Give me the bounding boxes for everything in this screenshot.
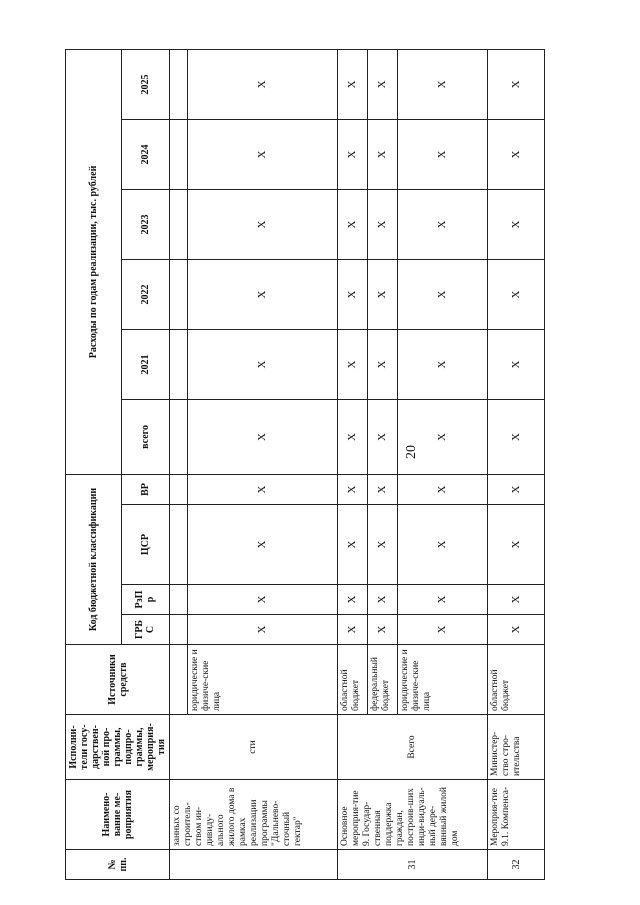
cell-mark: Х bbox=[338, 49, 368, 119]
header-csr: ЦСР bbox=[121, 505, 169, 585]
cell-empty bbox=[170, 259, 188, 329]
cell-executor-31: Всего bbox=[338, 715, 488, 780]
cell-mark: Х bbox=[368, 474, 398, 504]
cell-mark: Х bbox=[488, 585, 545, 615]
cell-mark: Х bbox=[368, 585, 398, 615]
header-2025: 2025 bbox=[121, 49, 169, 119]
cell-mark: Х bbox=[398, 585, 488, 615]
cell-source-31b: федеральный бюджет bbox=[368, 645, 398, 715]
cell-mark: Х bbox=[398, 505, 488, 585]
header-num: № пп. bbox=[66, 850, 170, 880]
header-grbs: ГРБ С bbox=[121, 615, 169, 645]
cell-mark: Х bbox=[338, 399, 368, 474]
header-name: Наимено-вание ме-роприятия bbox=[66, 780, 170, 850]
cell-mark: Х bbox=[338, 119, 368, 189]
header-2021: 2021 bbox=[121, 329, 169, 399]
cell-mark: Х bbox=[338, 329, 368, 399]
cell-empty bbox=[170, 474, 188, 504]
cell-name-continued: занных со строитель-ством ин-дивиду-ального жилого дома в рамках реализации программы "Дальнево-сточный гектар" bbox=[170, 780, 338, 850]
cell-mark: Х bbox=[188, 119, 338, 189]
cell-empty bbox=[170, 615, 188, 645]
header-rzpr: РзП р bbox=[121, 585, 169, 615]
cell-source-31a: областной бюджет bbox=[338, 645, 368, 715]
cell-mark: Х bbox=[368, 259, 398, 329]
header-total: всего bbox=[121, 399, 169, 474]
cell-mark: Х bbox=[398, 259, 488, 329]
cell-mark: Х bbox=[188, 49, 338, 119]
cell-mark: Х bbox=[398, 49, 488, 119]
program-expenses-table bbox=[65, 49, 545, 880]
cell-empty bbox=[170, 399, 188, 474]
cell-name-31: Основное мероприя-тие 9. Государ-ственная поддержка граждан, построив-ших инди-видуаль-ный дере-вянный жилой дом bbox=[338, 780, 488, 850]
header-expenses: Расходы по годам реализации, тыс. рублей bbox=[66, 49, 122, 474]
cell-empty bbox=[170, 189, 188, 259]
cell-mark: Х bbox=[338, 259, 368, 329]
cell-mark: Х bbox=[188, 399, 338, 474]
page-number: 20 bbox=[404, 445, 419, 459]
cell-mark: Х bbox=[368, 505, 398, 585]
cell-mark: Х bbox=[188, 505, 338, 585]
header-2023: 2023 bbox=[121, 189, 169, 259]
cell-empty bbox=[170, 49, 188, 119]
cell-mark: Х bbox=[188, 474, 338, 504]
cell-mark: Х bbox=[488, 259, 545, 329]
cell-mark: Х bbox=[368, 399, 398, 474]
cell-mark: Х bbox=[338, 189, 368, 259]
cell-mark: Х bbox=[398, 474, 488, 504]
header-2022: 2022 bbox=[121, 259, 169, 329]
cell-mark: Х bbox=[338, 585, 368, 615]
cell-source-31c: юридические и физиче-ские лица bbox=[398, 645, 488, 715]
cell-empty bbox=[170, 119, 188, 189]
cell-mark: Х bbox=[488, 615, 545, 645]
cell-mark: Х bbox=[398, 329, 488, 399]
cell-mark: Х bbox=[488, 49, 545, 119]
header-executor: Исполни-тели госу-дарствен-ной про-граммы, подпро-граммы, мероприя-тия bbox=[66, 715, 170, 780]
header-2024: 2024 bbox=[121, 119, 169, 189]
cell-mark: Х bbox=[188, 615, 338, 645]
cell-mark: Х bbox=[488, 329, 545, 399]
cell-executor-continued: сти bbox=[170, 715, 338, 780]
cell-mark: Х bbox=[188, 329, 338, 399]
cell-mark: Х bbox=[338, 615, 368, 645]
cell-mark: Х bbox=[188, 259, 338, 329]
cell-mark: Х bbox=[488, 189, 545, 259]
cell-empty bbox=[170, 329, 188, 399]
cell-mark: Х bbox=[188, 585, 338, 615]
cell-mark: Х bbox=[338, 474, 368, 504]
header-source: Источники средств bbox=[66, 645, 170, 715]
cell-mark: Х bbox=[368, 615, 398, 645]
cell-empty bbox=[170, 585, 188, 615]
cell-mark: Х bbox=[488, 474, 545, 504]
cell-mark: Х bbox=[368, 49, 398, 119]
cell-mark: Х bbox=[398, 189, 488, 259]
cell-source: юридические и физиче-ские лица bbox=[188, 645, 338, 715]
cell-mark: Х bbox=[488, 399, 545, 474]
rotated-table-container bbox=[65, 50, 545, 880]
cell-mark: Х bbox=[368, 189, 398, 259]
cell-executor-32: Министер-ство стро-ительства bbox=[488, 715, 545, 780]
cell-mark: Х bbox=[368, 329, 398, 399]
header-budget-code: Код бюджетной классификации bbox=[66, 474, 122, 644]
cell-num-32: 32 bbox=[488, 850, 545, 880]
header-vr: ВР bbox=[121, 474, 169, 504]
cell-empty bbox=[170, 505, 188, 585]
cell-name-32: Мероприя-тие 9.1. Компенса- bbox=[488, 780, 545, 850]
cell-source-empty bbox=[170, 645, 188, 715]
cell-mark: Х bbox=[488, 505, 545, 585]
cell-mark: Х bbox=[398, 399, 488, 474]
cell-mark: Х bbox=[368, 119, 398, 189]
cell-mark: Х bbox=[398, 615, 488, 645]
cell-source-32: областной бюджет bbox=[488, 645, 545, 715]
cell-mark: Х bbox=[488, 119, 545, 189]
cell-num-empty bbox=[170, 850, 338, 880]
cell-mark: Х bbox=[188, 189, 338, 259]
cell-num-31: 31 bbox=[338, 850, 488, 880]
cell-mark: Х bbox=[398, 119, 488, 189]
cell-mark: Х bbox=[338, 505, 368, 585]
